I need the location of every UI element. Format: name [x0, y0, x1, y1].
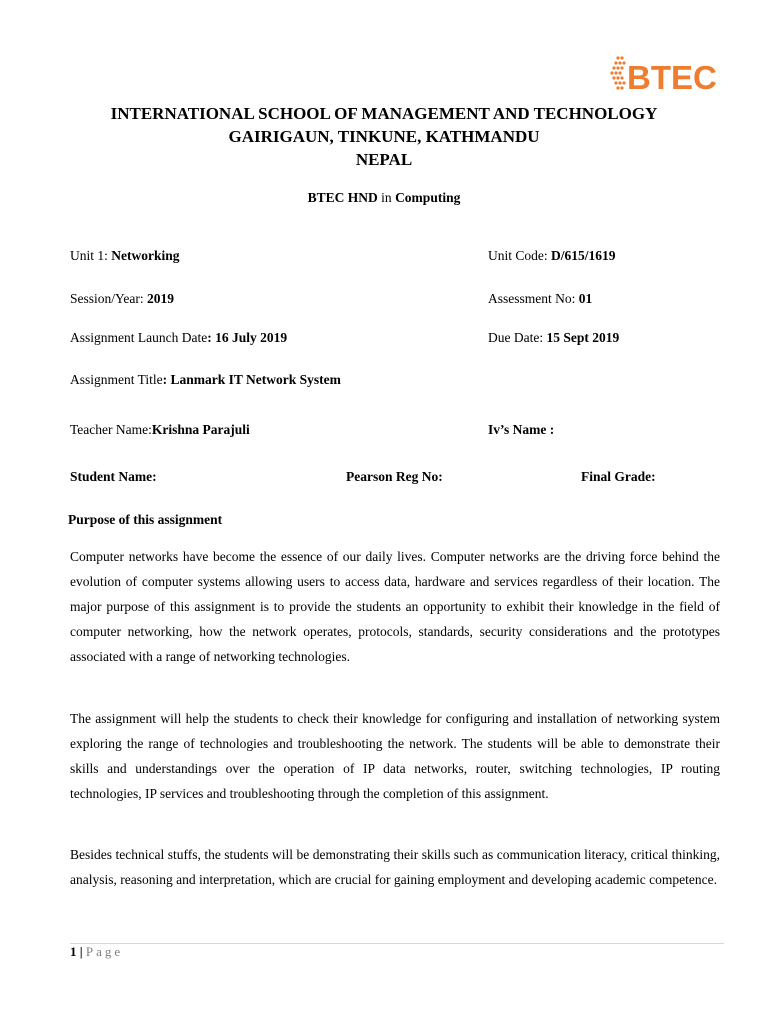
assignment-title-value: : Lanmark IT Network System [162, 372, 341, 387]
assignment-title-field [70, 372, 341, 388]
session-field [70, 291, 174, 307]
purpose-heading: Purpose of this assignment [68, 512, 223, 527]
due-date-value: 15 Sept 2019 [546, 330, 620, 345]
unit-code-field [488, 248, 616, 264]
due-date-field [488, 330, 619, 346]
unit-value: Networking [111, 248, 180, 263]
assessment-field [488, 291, 592, 307]
assignment-title-label: Assignment Title [70, 372, 163, 387]
unit-code-label: Unit Code: [488, 248, 551, 263]
pearson-reg-field [346, 469, 443, 485]
programme-prefix: BTEC HND [307, 190, 378, 205]
teacher-value: Krishna Parajuli [151, 422, 250, 437]
unit-label: Unit 1: [70, 248, 112, 263]
launch-date-value: : 16 July 2019 [207, 330, 288, 345]
student-name-field [70, 469, 157, 485]
final-grade-label: Final Grade: [581, 469, 656, 484]
school-name: INTERNATIONAL SCHOOL OF MANAGEMENT AND TECHNOLOGY [110, 104, 658, 123]
session-label: Session/Year: [70, 291, 148, 306]
final-grade-field [581, 469, 656, 485]
school-address: GAIRIGAUN, TINKUNE, KATHMANDU [228, 127, 540, 146]
page-number: 1 [70, 944, 77, 959]
programme-subject: Computing [395, 190, 461, 205]
assessment-value: 01 [578, 291, 593, 306]
programme-title [0, 190, 768, 206]
footer-divider [70, 943, 724, 944]
btec-logo-text: BTEC [627, 59, 717, 96]
teacher-field [70, 422, 250, 438]
launch-date-label: Assignment Launch Date [70, 330, 208, 345]
unit-code-value: D/615/1619 [551, 248, 616, 263]
purpose-paragraph-2: The assignment will help the students to check their knowledge for configuring and installation of networking system exploring the range of technologies and troubleshooting the network. The students will be able to demonstrate their skills and understandings over the operation of IP data networks, router, switching technologies, IP routing technologies, IP services and troubleshooting through the completion of this assignment. [70, 711, 720, 801]
unit-field [70, 248, 180, 264]
page-separator: | [76, 944, 86, 959]
page-footer [70, 944, 123, 960]
teacher-label: Teacher Name: [70, 422, 152, 437]
purpose-paragraph-1: Computer networks have become the essence of our daily lives. Computer networks are the driving force behind the evolution of computer systems allowing users to access data, hardware and services regardless of their location. The major purpose of this assignment is to provide the students an opportunity to exhibit their knowledge in the field of computer networking, how the network operates, protocols, standards, security considerations and the prototypes associated with a range of networking technologies. [70, 549, 720, 664]
iv-name-field [488, 422, 554, 438]
purpose-paragraph-3: Besides technical stuffs, the students will be demonstrating their skills such as communication literacy, critical thinking, analysis, reasoning and interpretation, which are crucial for gaining employment and developing academic competence. [70, 847, 720, 887]
school-country: NEPAL [355, 150, 413, 169]
page-label: Page [85, 944, 124, 959]
programme-in: in [377, 190, 396, 205]
due-date-label: Due Date: [488, 330, 547, 345]
btec-logo [608, 54, 718, 96]
iv-name-label: Iv’s Name : [488, 422, 555, 437]
pearson-reg-label: Pearson Reg No: [346, 469, 443, 484]
launch-date-field [70, 330, 287, 346]
assessment-label: Assessment No: [488, 291, 579, 306]
student-name-label: Student Name: [70, 469, 157, 484]
session-value: 2019 [147, 291, 175, 306]
